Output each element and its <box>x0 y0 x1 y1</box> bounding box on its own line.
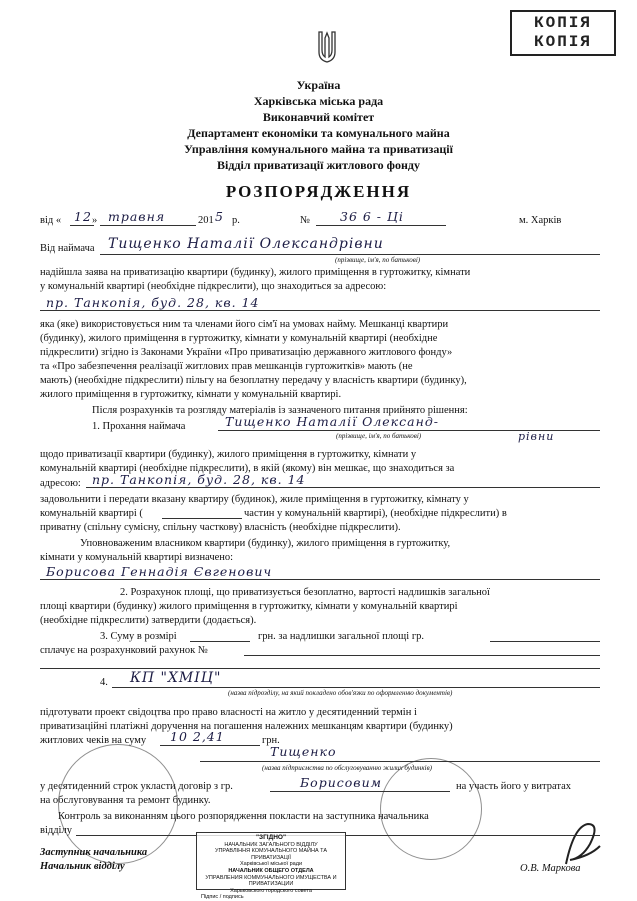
point-3-text: грн. за надлишки загальної площі гр. <box>258 631 424 642</box>
body-line: кімнати у комунальній квартирі визначено: <box>40 552 234 563</box>
body-line: задовольнити і передати вказану квартиру (будинок), жиле приміщення в гуртожитку, кімнату у <box>40 494 469 505</box>
body-line: жилого приміщення в гуртожитку, кімнати у комунальній квартирі. <box>40 389 342 400</box>
trident-emblem-icon <box>316 30 338 64</box>
body-line: комунальній квартирі ( <box>40 508 143 519</box>
body-line: Контроль за виконанням цього розпорядження покласти на заступника начальника <box>58 811 429 822</box>
sum-currency: грн. <box>262 735 280 746</box>
sum-value: 10 2,41 <box>170 729 225 744</box>
header-committee: Виконавчий комітет <box>262 110 375 124</box>
address-label: адресою: <box>40 478 81 489</box>
org-hint: (назва підприємства по обслуговуванню жилих будинків) <box>262 764 432 772</box>
body-line: у комунальній квартирі (необхідне підкреслити), що знаходиться за адресою: <box>40 281 387 292</box>
copy-stamp-line: КОПІЯ <box>533 14 592 32</box>
copy-stamp <box>510 10 616 56</box>
header-department: Департамент економіки та комунального майна <box>187 126 450 140</box>
applicant-name: Тищенко Наталії Олександрівни <box>108 236 384 252</box>
stamp-line: НАЧАЛЬНИК ЗАГАЛЬНОГО ВІДДІЛУ <box>224 841 318 848</box>
point-4-label: 4. <box>100 677 108 688</box>
point-3-account: сплачує на розрахунковий рахунок № <box>40 645 208 656</box>
header-council: Харківська міська рада <box>253 94 384 108</box>
point-3-label: 3. Суму в розмірі <box>100 631 177 642</box>
body-line: у десятиденний строк укласти договір з гр. <box>40 781 233 792</box>
body-line: комунальній квартирі (необхідне підкреслити), в якій (якому) він мешкає, що знаходиться за <box>40 463 455 474</box>
body-line: відділу <box>40 825 72 836</box>
deputy-title: Заступник начальника <box>40 847 148 858</box>
body-line: підготувати проект свідоцтва про право власності на житло у десятиденний термін і <box>40 707 417 718</box>
chief-title: Начальник відділу <box>40 861 125 872</box>
header-directorate: Управління комунального майна та приватизації <box>184 142 453 156</box>
signature-mark <box>560 816 606 872</box>
header-division: Відділ приватизації житлового фонду <box>217 158 420 172</box>
owner-name: Борисова Геннадія Євгенович <box>46 564 273 579</box>
number-label: № <box>300 215 311 226</box>
address-value-2: пр. Танкопія, буд. 28, кв. 14 <box>92 472 306 487</box>
round-seal-left <box>58 744 178 864</box>
stamp-line: Харківської міської ради <box>239 861 303 868</box>
certification-stamp <box>196 832 346 901</box>
point-1-name-cont: рівни <box>518 430 555 443</box>
signer-name: О.В. Маркова <box>520 863 581 874</box>
contract-name: Борисовим <box>300 775 382 790</box>
body-line: (будинку), жилого приміщення в гуртожитку, кімнати у комунальній квартирі (необхідне <box>40 333 438 344</box>
body-line: на участь його у витратах <box>456 781 571 792</box>
date-year-label: р. <box>232 215 240 226</box>
body-line: на обслуговування та ремонт будинку. <box>40 795 211 806</box>
copy-stamp-line: КОПІЯ <box>533 33 592 51</box>
point-2-line: (необхідне підкреслити) затвердити (додається). <box>40 615 257 626</box>
decision-intro: Після розрахунків та розгляду матеріалів із зазначеного питання прийнято рішення: <box>92 405 468 416</box>
body-line: приватизаційні платіжні доручення на погашення належних мешканцям квартири (будинку) <box>40 721 453 732</box>
date-close-quote: » <box>92 215 98 226</box>
stamp-line: НАЧАЛЬНИК ОБЩЕГО ОТДЕЛА <box>228 867 314 874</box>
body-line: мають) (необхідне підкреслити) пільгу на безоплатну передачу у власність квартири (будинку), <box>40 375 467 386</box>
body-line: надійшла заява на приватизацію квартири (будинку), жилого приміщення в гуртожитку, кімнати <box>40 267 471 278</box>
stamp-true-copy: "ЗГІДНО" <box>255 834 287 841</box>
point-4-value: КП "ХМІЦ" <box>130 670 222 686</box>
address-value: пр. Танкопія, буд. 28, кв. 14 <box>46 295 260 310</box>
point-2-line: площі квартири (будинку) жилого приміщення в гуртожитку, кімнати у комунальній квартирі <box>40 601 458 612</box>
header-country: Україна <box>296 78 341 92</box>
date-month: травня <box>108 209 166 224</box>
stamp-sign-label: Підпис / подпись <box>201 894 244 901</box>
point-1-hint: (прізвище, ім'я, по батькові) <box>336 432 422 440</box>
body-line: підкреслити) згідно із Законами України «Про приватизацію державного житлового фонду» <box>40 347 453 358</box>
point-1-label: 1. Прохання наймача <box>92 421 186 432</box>
applicant-label: Від наймача <box>40 243 95 254</box>
point-1-name: Тищенко Наталії Олександ- <box>225 414 439 429</box>
body-line: яка (яке) використовується ним та членами його сім'ї на умовах найму. Мешканці квартири <box>40 319 449 330</box>
stamp-line: УПРАВЛЕНИЯ КОММУНАЛЬНОГО ИМУЩЕСТВА И ПРИВАТИЗАЦИИ <box>205 874 337 888</box>
point-4-hint: (назва підрозділу, на який покладено обов'язки по оформленню документів) <box>228 689 453 697</box>
body-line: приватну (спільну сумісну, спільну часткову) власність (необхідне підкреслити). <box>40 522 401 533</box>
body-line: щодо приватизації квартири (будинку), жилого приміщення в гуртожитку, кімнати у <box>40 449 417 460</box>
org-name: Тищенко <box>270 744 337 759</box>
stamp-line: Харьковского городского совета <box>230 887 312 894</box>
body-line: Уповноваженим власником квартири (будинку), жилого приміщення в гуртожитку, <box>80 538 451 549</box>
date-day: 12 <box>74 209 92 224</box>
order-number: 36 6 - Ці <box>340 209 404 224</box>
round-seal-right <box>380 758 482 860</box>
date-year-suffix: 5 <box>215 209 224 224</box>
body-line: частин у комунальній квартирі), (необхідне підкреслити) в <box>244 508 507 519</box>
city: м. Харків <box>519 215 562 226</box>
stamp-line: УПРАВЛІННЯ КОМУНАЛЬНОГО МАЙНА ТА ПРИВАТИЗАЦІЇ <box>214 848 328 861</box>
date-from-label: від « <box>40 215 62 226</box>
body-line: та «Про забезпечення реалізації житлових прав мешканців гуртожитків» мають (не <box>40 361 413 372</box>
point-2-line: 2. Розрахунок площі, що приватизується безоплатно, вартості надлишків загальної <box>120 587 490 598</box>
body-line: житлових чеків на суму <box>40 735 147 746</box>
applicant-hint: (прізвище, ім'я, по батькові) <box>335 256 421 264</box>
date-year-prefix: 201 <box>198 215 214 226</box>
document-title: РОЗПОРЯДЖЕННЯ <box>225 182 412 201</box>
